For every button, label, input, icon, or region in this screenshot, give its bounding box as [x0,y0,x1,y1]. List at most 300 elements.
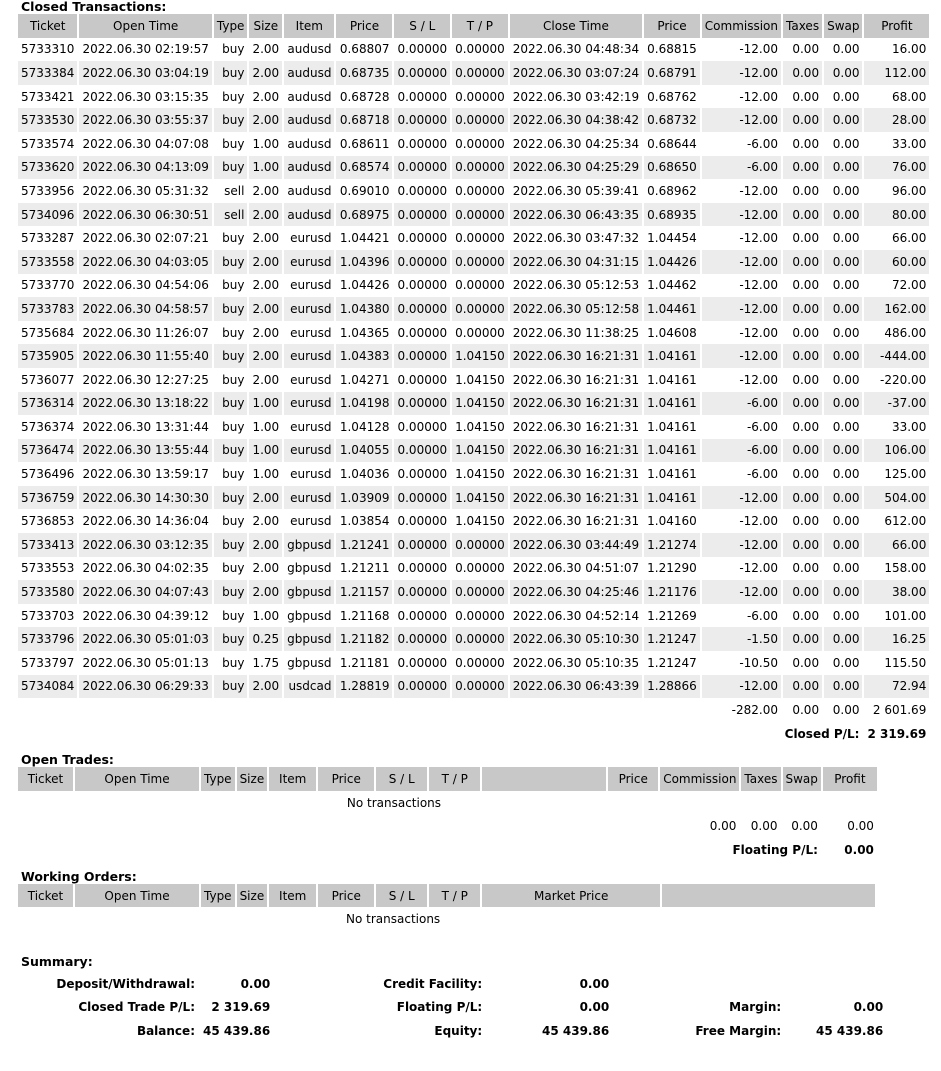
cell-profit: 16.25 [864,627,929,651]
cell-sl: 0.00000 [394,533,450,557]
cell-item: gbpusd [287,608,332,623]
cell-close-time: 2022.06.30 04:48:34 [512,42,640,57]
cell-type: buy [214,580,248,604]
cell-type: buy [222,42,245,57]
cell-taxes: 0.00 [783,627,822,651]
cell-taxes: 0.00 [792,278,820,293]
open-totals-row [18,815,877,839]
open-total-commission: 0.00 [709,819,737,834]
table-row [18,203,929,227]
cell-swap: 0.00 [824,392,862,416]
table-row [18,344,929,368]
cell-open-time: 2022.06.30 14:30:30 [79,486,211,510]
cell-open-time: 2022.06.30 03:15:35 [82,89,209,104]
cell-price: 0.68574 [336,156,392,180]
cell-close-price: 1.21176 [644,580,700,604]
cell-close-price: 0.68962 [647,183,697,198]
cell-open-time: 2022.06.30 13:18:22 [79,392,211,416]
cell-close-price: 1.04161 [644,344,700,368]
cell-close-time: 2022.06.30 04:31:15 [510,250,642,274]
cell-taxes: 0.00 [783,392,822,416]
summary-title: Summary: [21,953,93,969]
balance-value: 45 439.86 [203,1023,271,1038]
working-orders-table [16,884,877,931]
cell-tp: 1.04150 [452,344,508,368]
cell-open-time: 2022.06.30 05:01:03 [79,627,211,651]
cell-commission: -12.00 [702,250,781,274]
cell-ticket: 5733620 [18,156,77,180]
cell-price: 1.04380 [336,297,392,321]
working-col-market-price: Market Price [482,884,660,908]
cell-tp: 0.00000 [452,250,508,274]
cell-tp: 0.00000 [452,108,508,132]
cell-close-price: 1.04454 [647,231,697,246]
margin-label: Margin: [729,1000,782,1015]
cell-open-time: 2022.06.30 06:30:51 [79,203,211,227]
cell-profit: 76.00 [864,156,929,180]
cell-commission: -12.00 [739,561,778,576]
table-row [18,415,929,439]
cell-price: 0.68611 [339,136,390,151]
cell-type: buy [214,533,248,557]
cell-profit: 612.00 [884,514,927,529]
cell-type: buy [222,514,245,529]
col-item: Item [284,14,334,38]
cell-ticket: 5733770 [21,278,75,293]
cell-sl: 0.00000 [394,250,450,274]
cell-size: 1.75 [252,655,280,670]
open-col-tp: T / P [429,767,480,791]
closed-trade-pl-value: 2 319.69 [211,1000,271,1015]
cell-close-time: 2022.06.30 05:10:30 [510,627,642,651]
cell-ticket: 5733574 [21,136,75,151]
cell-price: 1.21181 [339,655,390,670]
cell-size: 2.00 [249,580,282,604]
cell-close-price: 1.21247 [644,627,700,651]
cell-ticket: 5736474 [18,439,77,463]
cell-commission: -12.00 [702,533,781,557]
working-col-sl: S / L [376,884,427,908]
closed-transactions-table [16,14,931,745]
cell-size: 1.00 [252,467,280,482]
cell-type: buy [222,467,245,482]
working-col-size: Size [237,884,268,908]
cell-close-price: 0.68815 [647,42,697,57]
cell-profit: 66.00 [891,231,927,246]
cell-swap: 0.00 [824,250,862,274]
cell-tp: 0.00000 [455,561,505,576]
cell-item: eurusd [290,231,332,246]
cell-commission: -12.00 [702,108,781,132]
cell-sl: 0.00000 [394,392,450,416]
cell-ticket: 5733796 [18,627,77,651]
table-row [18,392,929,416]
cell-swap: 0.00 [832,325,860,340]
cell-open-time: 2022.06.30 11:26:07 [82,325,209,340]
equity-value: 45 439.86 [542,1023,610,1038]
cell-close-time: 2022.06.30 04:51:07 [512,561,640,576]
cell-sl: 0.00000 [394,61,450,85]
cell-close-time: 2022.06.30 06:43:35 [510,203,642,227]
cell-sl: 0.00000 [394,627,450,651]
summary-floating-label: Floating P/L: [396,1000,483,1015]
cell-close-time: 2022.06.30 03:47:32 [512,231,640,246]
cell-close-time: 2022.06.30 11:38:25 [512,325,640,340]
working-header-row [18,884,875,908]
cell-commission: -12.00 [739,231,778,246]
cell-tp: 0.00000 [455,278,505,293]
cell-close-price: 1.21269 [647,608,697,623]
cell-ticket: 5733797 [21,655,75,670]
cell-item: audusd [287,183,332,198]
cell-item: eurusd [284,439,334,463]
closed-total-taxes: 0.00 [792,703,820,718]
open-col-open-time: Open Time [75,767,199,791]
table-row [18,580,929,604]
open-col-type: Type [201,767,235,791]
table-row [18,132,929,156]
floating-pl-label: Floating P/L: [732,842,818,857]
margin-value: 0.00 [853,1000,884,1015]
credit-value: 0.00 [579,976,610,991]
cell-taxes: 0.00 [792,42,820,57]
table-row [18,321,929,345]
table-row [18,627,929,651]
cell-tp: 0.00000 [455,231,505,246]
cell-ticket: 5733956 [21,183,75,198]
open-trades-title: Open Trades: [21,752,114,768]
cell-type: buy [222,655,245,670]
cell-type: buy [222,136,245,151]
open-col-blank [482,767,606,791]
cell-swap: 0.00 [832,561,860,576]
free-margin-label: Free Margin: [695,1023,782,1038]
col-price: Price [336,14,392,38]
cell-taxes: 0.00 [792,89,820,104]
cell-sl: 0.00000 [394,580,450,604]
summary-row-2 [18,995,886,1019]
cell-sl: 0.00000 [394,156,450,180]
cell-tp: 0.00000 [455,608,505,623]
cell-close-price: 1.04461 [644,297,700,321]
cell-type: buy [214,344,248,368]
cell-price: 0.68728 [339,89,390,104]
cell-tp: 1.04150 [452,392,508,416]
table-row [18,226,929,250]
table-row [18,274,929,298]
cell-price: 1.28819 [336,675,392,699]
cell-price: 1.04036 [339,467,390,482]
closed-total-swap: 0.00 [832,703,860,718]
cell-commission: -12.00 [702,297,781,321]
cell-swap: 0.00 [824,675,862,699]
open-col-size: Size [237,767,268,791]
free-margin-value: 45 439.86 [816,1023,884,1038]
cell-size: 1.00 [249,392,282,416]
cell-close-time: 2022.06.30 16:21:31 [510,439,642,463]
closed-trade-pl-label: Closed Trade P/L: [78,1000,195,1015]
summary-floating-value: 0.00 [579,1000,610,1015]
cell-sl: 0.00000 [397,372,448,387]
cell-profit: 60.00 [864,250,929,274]
table-row [18,297,929,321]
cell-type: buy [214,439,248,463]
open-empty-row [18,791,877,815]
cell-profit: 486.00 [884,325,927,340]
table-row [18,651,929,675]
open-col-item: Item [269,767,316,791]
cell-swap: 0.00 [832,655,860,670]
table-row [18,604,929,628]
table-row [18,533,929,557]
cell-item: gbpusd [284,627,334,651]
cell-taxes: 0.00 [783,108,822,132]
table-row [18,557,929,581]
cell-close-price: 0.68650 [644,156,700,180]
cell-item: eurusd [290,419,332,434]
cell-profit: 72.94 [864,675,929,699]
cell-commission: -12.00 [739,183,778,198]
table-row [18,38,929,62]
cell-open-time: 2022.06.30 11:55:40 [79,344,211,368]
cell-type: buy [222,89,245,104]
cell-taxes: 0.00 [783,675,822,699]
open-col-profit: Profit [823,767,877,791]
cell-commission: -6.00 [746,608,778,623]
cell-close-time: 2022.06.30 04:38:42 [510,108,642,132]
table-row [18,439,929,463]
cell-size: 2.00 [252,278,280,293]
cell-close-price: 1.04426 [644,250,700,274]
cell-close-price: 1.21247 [647,655,697,670]
cell-open-time: 2022.06.30 03:04:19 [79,61,211,85]
cell-tp: 1.04150 [452,486,508,510]
cell-sl: 0.00000 [397,231,448,246]
cell-taxes: 0.00 [792,608,820,623]
cell-close-time: 2022.06.30 16:21:31 [512,372,640,387]
cell-open-time: 2022.06.30 02:19:57 [82,42,209,57]
col-swap: Swap [824,14,862,38]
cell-ticket: 5733703 [21,608,75,623]
cell-item: eurusd [290,278,332,293]
cell-profit: 125.00 [884,467,927,482]
cell-swap: 0.00 [832,419,860,434]
cell-close-price: 1.04161 [647,467,697,482]
cell-close-price: 1.04161 [644,392,700,416]
cell-swap: 0.00 [832,278,860,293]
credit-label: Credit Facility: [383,976,483,991]
cell-taxes: 0.00 [783,344,822,368]
cell-commission: -6.00 [746,467,778,482]
cell-price: 0.68807 [339,42,390,57]
col-type: Type [214,14,248,38]
deposit-label: Deposit/Withdrawal: [56,976,195,991]
cell-taxes: 0.00 [783,533,822,557]
cell-close-time: 2022.06.30 05:39:41 [512,183,640,198]
cell-ticket: 5733310 [21,42,75,57]
col-close-price: Price [644,14,700,38]
closed-header-row [18,14,929,38]
cell-close-time: 2022.06.30 16:21:31 [510,392,642,416]
cell-size: 2.00 [249,250,282,274]
closed-pl-label: Closed P/L: [784,726,860,741]
summary-row-3 [18,1019,886,1043]
cell-size: 2.00 [249,486,282,510]
cell-sl: 0.00000 [397,655,448,670]
cell-tp: 0.00000 [452,297,508,321]
cell-commission: -6.00 [702,392,781,416]
col-open-time: Open Time [79,14,211,38]
cell-ticket: 5733421 [21,89,75,104]
cell-ticket: 5735684 [21,325,75,340]
cell-ticket: 5736759 [18,486,77,510]
cell-item: audusd [284,108,334,132]
cell-type: buy [222,561,245,576]
cell-open-time: 2022.06.30 04:03:05 [79,250,211,274]
cell-taxes: 0.00 [792,231,820,246]
cell-size: 1.00 [249,439,282,463]
cell-close-price: 0.68935 [644,203,700,227]
cell-type: buy [214,627,248,651]
cell-price: 1.03909 [336,486,392,510]
cell-sl: 0.00000 [394,439,450,463]
cell-sl: 0.00000 [397,89,448,104]
cell-swap: 0.00 [832,514,860,529]
cell-tp: 0.00000 [455,42,505,57]
cell-type: buy [214,250,248,274]
cell-ticket: 5735905 [18,344,77,368]
cell-swap: 0.00 [832,136,860,151]
open-header-row [18,767,877,791]
cell-swap: 0.00 [824,344,862,368]
cell-tp: 1.04150 [455,514,505,529]
cell-sl: 0.00000 [397,183,448,198]
cell-size: 1.00 [249,156,282,180]
cell-swap: 0.00 [824,580,862,604]
cell-sl: 0.00000 [397,278,448,293]
cell-price: 0.69010 [339,183,390,198]
cell-taxes: 0.00 [792,419,820,434]
col-commission: Commission [702,14,781,38]
working-orders-title: Working Orders: [21,868,137,884]
cell-item: gbpusd [284,580,334,604]
open-total-swap: 0.00 [791,819,818,834]
cell-item: eurusd [284,344,334,368]
cell-sl: 0.00000 [397,608,448,623]
cell-item: gbpusd [287,561,332,576]
cell-profit: 28.00 [864,108,929,132]
cell-profit: 33.00 [891,136,927,151]
cell-open-time: 2022.06.30 03:55:37 [79,108,211,132]
cell-open-time: 2022.06.30 04:39:12 [82,608,209,623]
cell-ticket: 5733783 [18,297,77,321]
cell-item: audusd [284,61,334,85]
cell-ticket: 5733530 [18,108,77,132]
cell-type: buy [222,372,245,387]
table-row [18,85,929,109]
cell-profit: -444.00 [864,344,929,368]
cell-item: audusd [284,203,334,227]
cell-close-price: 0.68791 [644,61,700,85]
cell-profit: -220.00 [880,372,927,387]
cell-sl: 0.00000 [397,136,448,151]
cell-commission: -12.00 [739,325,778,340]
cell-profit: 66.00 [864,533,929,557]
balance-label: Balance: [136,1023,195,1038]
cell-type: buy [222,419,245,434]
cell-profit: 112.00 [864,61,929,85]
cell-sl: 0.00000 [397,419,448,434]
cell-tp: 0.00000 [452,156,508,180]
table-row [18,250,929,274]
cell-price: 1.04396 [336,250,392,274]
cell-swap: 0.00 [824,439,862,463]
cell-size: 2.00 [252,89,280,104]
cell-commission: -12.00 [702,675,781,699]
closed-total-commission: -282.00 [731,703,778,718]
closed-totals-row [18,698,929,722]
cell-price: 0.68975 [336,203,392,227]
cell-size: 2.00 [249,108,282,132]
cell-swap: 0.00 [824,108,862,132]
cell-profit: 33.00 [891,419,927,434]
cell-type: buy [214,156,248,180]
cell-sl: 0.00000 [397,42,448,57]
cell-ticket: 5733413 [18,533,77,557]
cell-taxes: 0.00 [783,486,822,510]
cell-commission: -12.00 [739,42,778,57]
cell-swap: 0.00 [832,89,860,104]
cell-tp: 1.04150 [455,419,505,434]
closed-transactions-title: Closed Transactions: [21,0,167,14]
cell-close-price: 1.04161 [647,419,697,434]
cell-size: 2.00 [249,675,282,699]
cell-sl: 0.00000 [397,325,448,340]
floating-pl-row [18,838,877,862]
closed-total-profit: 2 601.69 [872,703,927,718]
cell-item: eurusd [290,372,332,387]
table-row [18,61,929,85]
cell-item: eurusd [284,392,334,416]
cell-swap: 0.00 [832,183,860,198]
cell-tp: 0.00000 [455,89,505,104]
cell-item: audusd [284,156,334,180]
cell-commission: -12.00 [702,61,781,85]
cell-price: 1.04055 [336,439,392,463]
cell-commission: -12.00 [739,89,778,104]
col-size: Size [249,14,282,38]
cell-taxes: 0.00 [792,655,820,670]
col-profit: Profit [864,14,929,38]
cell-sl: 0.00000 [394,486,450,510]
open-col-taxes: Taxes [741,767,780,791]
cell-close-price: 1.21274 [644,533,700,557]
cell-taxes: 0.00 [792,514,820,529]
col-ticket: Ticket [18,14,77,38]
cell-close-price: 1.04462 [647,278,697,293]
cell-price: 1.04421 [339,231,390,246]
cell-close-time: 2022.06.30 05:12:53 [512,278,640,293]
working-col-item: Item [269,884,316,908]
cell-size: 2.00 [249,344,282,368]
cell-ticket: 5736496 [21,467,75,482]
cell-tp: 0.00000 [452,627,508,651]
cell-close-price: 1.04608 [647,325,697,340]
cell-close-price: 0.68732 [644,108,700,132]
cell-size: 2.00 [252,372,280,387]
cell-item: eurusd [284,250,334,274]
cell-price: 1.21211 [339,561,390,576]
